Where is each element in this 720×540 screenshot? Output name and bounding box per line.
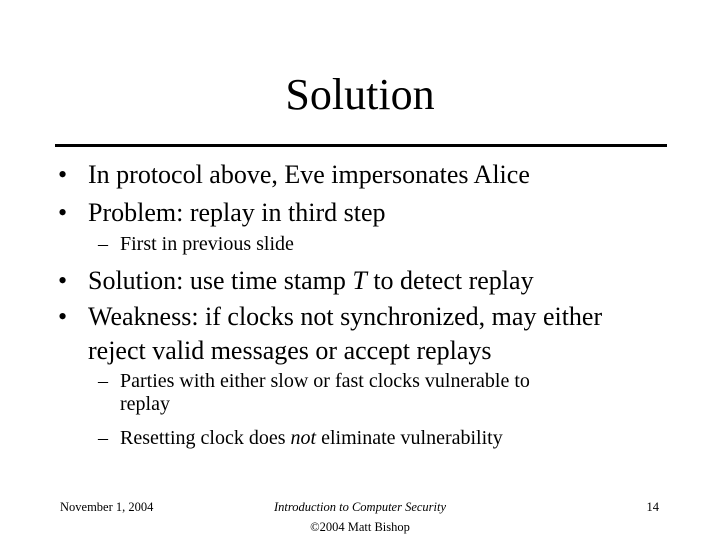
sub-bullet-item — [98, 370, 638, 416]
sub-bullet-item — [98, 427, 638, 450]
sub-bullet-text-line1: Parties with either slow or fast clocks vulnerable to — [120, 370, 530, 392]
sub-bullet-text-line2: replay — [120, 393, 170, 415]
sub-bullet-marker: – — [98, 233, 108, 255]
footer-date: November 1, 2004 — [60, 500, 154, 514]
footer-copyright: ©2004 Matt Bishop — [310, 520, 410, 534]
sub-bullet-marker: – — [98, 427, 108, 449]
slide-title: Solution — [285, 70, 435, 119]
bullet-item — [58, 196, 678, 230]
bullet-marker: • — [58, 302, 68, 331]
bullet-text: Problem: replay in third step — [88, 198, 386, 227]
bullet-marker: • — [58, 266, 68, 295]
sub-bullet-text-end: eliminate vulnerability — [316, 427, 503, 449]
bullet-text — [88, 300, 678, 368]
sub-bullet-text — [120, 427, 638, 450]
bullet-item — [58, 158, 678, 192]
sub-bullet-text-start: Resetting clock does — [120, 427, 291, 449]
bullet-text — [88, 264, 678, 298]
sub-bullet-text — [120, 370, 638, 416]
page-number: 14 — [646, 500, 659, 514]
bullet-marker: • — [58, 198, 68, 227]
bullet-text-end: to detect replay — [366, 266, 534, 295]
timestamp-variable: T — [352, 266, 367, 295]
title-divider — [55, 144, 667, 147]
bullet-item — [58, 264, 678, 298]
bullet-text-start: Solution: use time stamp — [88, 266, 353, 295]
bullet-text-line1: Weakness: if clocks not synchronized, may either — [88, 302, 603, 331]
bullet-text-line2: reject valid messages or accept replays — [88, 336, 492, 365]
bullet-marker: • — [58, 160, 68, 189]
emphasis-not: not — [290, 427, 317, 449]
bullet-text: In protocol above, Eve impersonates Alice — [88, 160, 530, 189]
footer-course-title: Introduction to Computer Security — [273, 500, 447, 514]
bullet-item — [58, 300, 678, 368]
footer-course-info — [210, 497, 510, 537]
sub-bullet-item — [98, 233, 638, 256]
sub-bullet-marker: – — [98, 370, 108, 392]
sub-bullet-text: First in previous slide — [120, 233, 294, 255]
